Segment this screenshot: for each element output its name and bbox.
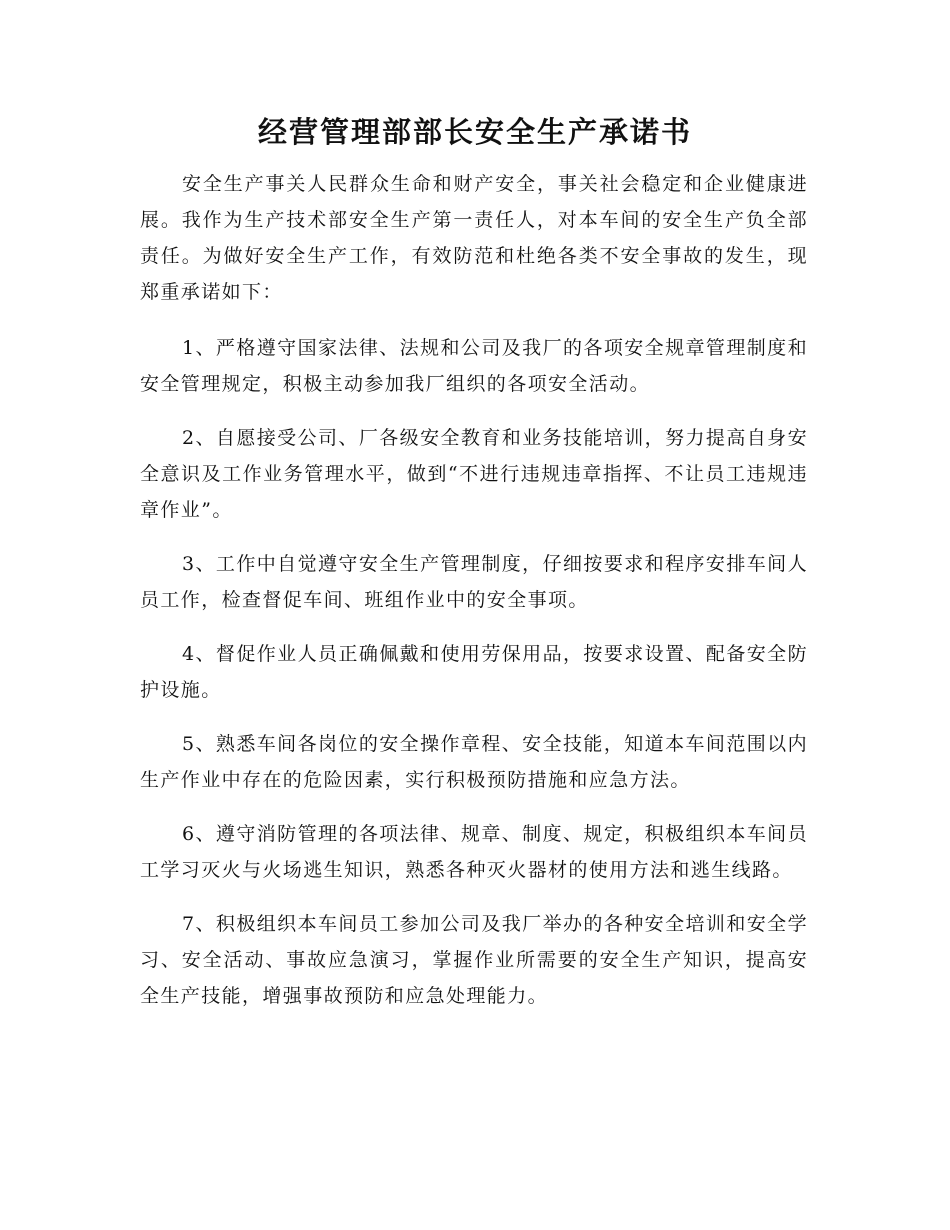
commitment-item-4: 4、督促作业人员正确佩戴和使用劳保用品，按要求设置、配备安全防护设施。 [140,643,808,701]
document-body [140,166,808,1032]
document-title: 经营管理部部长安全生产承诺书 [257,115,692,149]
commitment-item-1: 1、严格遵守国家法律、法规和公司及我厂的各项安全规章管理制度和安全管理规定，积极主动参加我厂组织的各项安全活动。 [140,337,808,395]
commitment-item-7: 7、积极组织本车间员工参加公司及我厂举办的各种安全培训和安全学习、安全活动、事故应急演习，掌握作业所需要的安全生产知识，提高安全生产技能，增强事故预防和应急处理能力。 [140,913,808,1007]
commitment-item-3: 3、工作中自觉遵守安全生产管理制度，仔细按要求和程序安排车间人员工作，检查督促车间、班组作业中的安全事项。 [140,553,808,611]
commitment-item-2: 2、自愿接受公司、厂各级安全教育和业务技能培训，努力提高自身安全意识及工作业务管理水平，做到“不进行违规违章指挥、不让员工违规违章作业”。 [140,427,808,521]
commitment-item-5: 5、熟悉车间各岗位的安全操作章程、安全技能，知道本车间范围以内生产作业中存在的危险因素，实行积极预防措施和应急方法。 [140,733,808,791]
intro-paragraph: 安全生产事关人民群众生命和财产安全，事关社会稳定和企业健康进展。我作为生产技术部安全生产第一责任人，对本车间的安全生产负全部责任。为做好安全生产工作，有效防范和杜绝各类不安全事故的发生，现郑重承诺如下： [140,173,808,303]
commitment-item-6: 6、遵守消防管理的各项法律、规章、制度、规定，积极组织本车间员工学习灭火与火场逃生知识，熟悉各种灭火器材的使用方法和逃生线路。 [140,823,808,881]
